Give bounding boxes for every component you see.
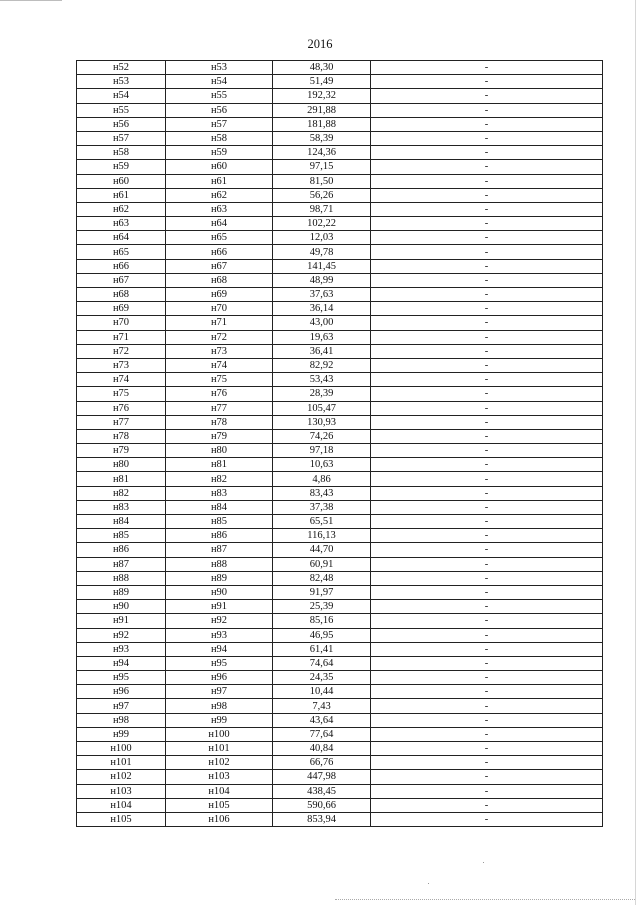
note-cell: - [371,188,603,202]
table-row [77,387,603,401]
note-cell: - [371,75,603,89]
to-point-cell: н61 [166,174,273,188]
length-cell: 58,39 [273,131,371,145]
length-cell: 10,44 [273,685,371,699]
table-row [77,273,603,287]
note-cell: - [371,600,603,614]
to-point-cell: н73 [166,344,273,358]
scan-edge-top [0,0,62,1]
to-point-cell: н55 [166,89,273,103]
to-point-cell: н106 [166,812,273,826]
from-point-cell: н65 [77,245,166,259]
length-cell: 130,93 [273,415,371,429]
length-cell: 77,64 [273,727,371,741]
to-point-cell: н81 [166,458,273,472]
boundary-points-table [76,60,603,827]
length-cell: 65,51 [273,515,371,529]
table-row [77,585,603,599]
to-point-cell: н99 [166,713,273,727]
note-cell: - [371,358,603,372]
note-cell: - [371,628,603,642]
table-row [77,188,603,202]
to-point-cell: н62 [166,188,273,202]
length-cell: 82,48 [273,571,371,585]
to-point-cell: н97 [166,685,273,699]
from-point-cell: н67 [77,273,166,287]
table-row [77,146,603,160]
to-point-cell: н103 [166,770,273,784]
length-cell: 49,78 [273,245,371,259]
length-cell: 91,97 [273,585,371,599]
table-row [77,742,603,756]
from-point-cell: н54 [77,89,166,103]
length-cell: 66,76 [273,756,371,770]
from-point-cell: н83 [77,500,166,514]
table-row [77,458,603,472]
to-point-cell: н88 [166,557,273,571]
table-row [77,727,603,741]
table-row [77,401,603,415]
note-cell: - [371,727,603,741]
note-cell: - [371,571,603,585]
table-row [77,699,603,713]
table-row [77,486,603,500]
length-cell: 97,15 [273,160,371,174]
from-point-cell: н78 [77,429,166,443]
note-cell: - [371,798,603,812]
note-cell: - [371,131,603,145]
from-point-cell: н81 [77,472,166,486]
to-point-cell: н86 [166,529,273,543]
note-cell: - [371,415,603,429]
length-cell: 43,64 [273,713,371,727]
table-row [77,770,603,784]
from-point-cell: н96 [77,685,166,699]
from-point-cell: н93 [77,642,166,656]
to-point-cell: н72 [166,330,273,344]
from-point-cell: н57 [77,131,166,145]
length-cell: 37,38 [273,500,371,514]
from-point-cell: н58 [77,146,166,160]
from-point-cell: н64 [77,231,166,245]
to-point-cell: н63 [166,202,273,216]
table-row [77,812,603,826]
length-cell: 44,70 [273,543,371,557]
note-cell: - [371,217,603,231]
to-point-cell: н101 [166,742,273,756]
table-row [77,685,603,699]
table-row [77,302,603,316]
length-cell: 291,88 [273,103,371,117]
table-row [77,202,603,216]
to-point-cell: н93 [166,628,273,642]
length-cell: 61,41 [273,642,371,656]
table-row [77,344,603,358]
to-point-cell: н77 [166,401,273,415]
note-cell: - [371,373,603,387]
table-row [77,358,603,372]
to-point-cell: н64 [166,217,273,231]
from-point-cell: н94 [77,656,166,670]
table-row [77,217,603,231]
note-cell: - [371,642,603,656]
to-point-cell: н67 [166,259,273,273]
note-cell: - [371,529,603,543]
length-cell: 7,43 [273,699,371,713]
to-point-cell: н56 [166,103,273,117]
note-cell: - [371,713,603,727]
note-cell: - [371,585,603,599]
note-cell: - [371,444,603,458]
table-row [77,75,603,89]
from-point-cell: н75 [77,387,166,401]
table-row [77,316,603,330]
to-point-cell: н104 [166,784,273,798]
table-row [77,415,603,429]
to-point-cell: н87 [166,543,273,557]
from-point-cell: н89 [77,585,166,599]
table-row [77,131,603,145]
from-point-cell: н97 [77,699,166,713]
table-row [77,373,603,387]
length-cell: 51,49 [273,75,371,89]
from-point-cell: н55 [77,103,166,117]
length-cell: 81,50 [273,174,371,188]
note-cell: - [371,671,603,685]
length-cell: 53,43 [273,373,371,387]
note-cell: - [371,146,603,160]
note-cell: - [371,117,603,131]
from-point-cell: н86 [77,543,166,557]
to-point-cell: н57 [166,117,273,131]
table-row [77,160,603,174]
table-row [77,798,603,812]
table-row [77,117,603,131]
table-row [77,557,603,571]
length-cell: 12,03 [273,231,371,245]
length-cell: 60,91 [273,557,371,571]
length-cell: 48,99 [273,273,371,287]
scan-edge-right [635,0,636,905]
note-cell: - [371,231,603,245]
from-point-cell: н105 [77,812,166,826]
from-point-cell: н59 [77,160,166,174]
length-cell: 10,63 [273,458,371,472]
note-cell: - [371,245,603,259]
length-cell: 56,26 [273,188,371,202]
length-cell: 28,39 [273,387,371,401]
from-point-cell: н56 [77,117,166,131]
to-point-cell: н96 [166,671,273,685]
note-cell: - [371,458,603,472]
to-point-cell: н95 [166,656,273,670]
table-row [77,784,603,798]
table-row [77,259,603,273]
to-point-cell: н83 [166,486,273,500]
note-cell: - [371,89,603,103]
to-point-cell: н75 [166,373,273,387]
note-cell: - [371,160,603,174]
table-row [77,614,603,628]
note-cell: - [371,202,603,216]
to-point-cell: н92 [166,614,273,628]
to-point-cell: н66 [166,245,273,259]
note-cell: - [371,302,603,316]
length-cell: 192,32 [273,89,371,103]
table-row [77,61,603,75]
note-cell: - [371,756,603,770]
note-cell: - [371,259,603,273]
from-point-cell: н100 [77,742,166,756]
table-row [77,671,603,685]
to-point-cell: н105 [166,798,273,812]
from-point-cell: н73 [77,358,166,372]
from-point-cell: н82 [77,486,166,500]
note-cell: - [371,387,603,401]
from-point-cell: н88 [77,571,166,585]
length-cell: 40,84 [273,742,371,756]
length-cell: 116,13 [273,529,371,543]
note-cell: - [371,557,603,571]
table-row [77,500,603,514]
table-row [77,515,603,529]
length-cell: 82,92 [273,358,371,372]
to-point-cell: н65 [166,231,273,245]
to-point-cell: н94 [166,642,273,656]
to-point-cell: н71 [166,316,273,330]
table-row [77,656,603,670]
to-point-cell: н59 [166,146,273,160]
from-point-cell: н80 [77,458,166,472]
to-point-cell: н84 [166,500,273,514]
from-point-cell: н91 [77,614,166,628]
note-cell: - [371,656,603,670]
table-row [77,288,603,302]
length-cell: 141,45 [273,259,371,273]
length-cell: 853,94 [273,812,371,826]
note-cell: - [371,742,603,756]
from-point-cell: н79 [77,444,166,458]
from-point-cell: н104 [77,798,166,812]
from-point-cell: н66 [77,259,166,273]
table-row [77,231,603,245]
length-cell: 124,36 [273,146,371,160]
note-cell: - [371,500,603,514]
scan-bottom-rule [335,899,635,900]
note-cell: - [371,344,603,358]
length-cell: 19,63 [273,330,371,344]
from-point-cell: н90 [77,600,166,614]
table-row [77,444,603,458]
from-point-cell: н92 [77,628,166,642]
to-point-cell: н58 [166,131,273,145]
note-cell: - [371,614,603,628]
length-cell: 74,26 [273,429,371,443]
length-cell: 85,16 [273,614,371,628]
from-point-cell: н74 [77,373,166,387]
table-row [77,628,603,642]
to-point-cell: н76 [166,387,273,401]
note-cell: - [371,784,603,798]
to-point-cell: н102 [166,756,273,770]
from-point-cell: н69 [77,302,166,316]
length-cell: 97,18 [273,444,371,458]
from-point-cell: н85 [77,529,166,543]
table-row [77,330,603,344]
table-row [77,174,603,188]
table-row [77,642,603,656]
length-cell: 4,86 [273,472,371,486]
note-cell: - [371,401,603,415]
table-row [77,89,603,103]
to-point-cell: н68 [166,273,273,287]
table-row [77,600,603,614]
to-point-cell: н91 [166,600,273,614]
from-point-cell: н103 [77,784,166,798]
note-cell: - [371,699,603,713]
from-point-cell: н63 [77,217,166,231]
to-point-cell: н70 [166,302,273,316]
from-point-cell: н70 [77,316,166,330]
length-cell: 105,47 [273,401,371,415]
table-row [77,529,603,543]
from-point-cell: н61 [77,188,166,202]
from-point-cell: н87 [77,557,166,571]
from-point-cell: н76 [77,401,166,415]
to-point-cell: н98 [166,699,273,713]
length-cell: 447,98 [273,770,371,784]
length-cell: 590,66 [273,798,371,812]
length-cell: 48,30 [273,61,371,75]
to-point-cell: н53 [166,61,273,75]
length-cell: 43,00 [273,316,371,330]
length-cell: 98,71 [273,202,371,216]
length-cell: 24,35 [273,671,371,685]
to-point-cell: н90 [166,585,273,599]
note-cell: - [371,273,603,287]
note-cell: - [371,543,603,557]
from-point-cell: н101 [77,756,166,770]
from-point-cell: н77 [77,415,166,429]
length-cell: 83,43 [273,486,371,500]
length-cell: 74,64 [273,656,371,670]
to-point-cell: н80 [166,444,273,458]
note-cell: - [371,316,603,330]
note-cell: - [371,685,603,699]
from-point-cell: н72 [77,344,166,358]
note-cell: - [371,770,603,784]
table-row [77,472,603,486]
to-point-cell: н54 [166,75,273,89]
length-cell: 46,95 [273,628,371,642]
from-point-cell: н60 [77,174,166,188]
table-row [77,245,603,259]
from-point-cell: н71 [77,330,166,344]
note-cell: - [371,61,603,75]
table-row [77,756,603,770]
length-cell: 36,14 [273,302,371,316]
to-point-cell: н78 [166,415,273,429]
note-cell: - [371,288,603,302]
note-cell: - [371,486,603,500]
note-cell: - [371,429,603,443]
to-point-cell: н100 [166,727,273,741]
scan-speck [483,862,484,863]
scan-speck [428,883,429,884]
from-point-cell: н68 [77,288,166,302]
from-point-cell: н53 [77,75,166,89]
from-point-cell: н102 [77,770,166,784]
to-point-cell: н69 [166,288,273,302]
table-row [77,103,603,117]
length-cell: 181,88 [273,117,371,131]
table-row [77,429,603,443]
to-point-cell: н60 [166,160,273,174]
table-body [77,61,603,827]
table-row [77,713,603,727]
note-cell: - [371,472,603,486]
to-point-cell: н79 [166,429,273,443]
note-cell: - [371,174,603,188]
length-cell: 102,22 [273,217,371,231]
to-point-cell: н89 [166,571,273,585]
length-cell: 438,45 [273,784,371,798]
to-point-cell: н85 [166,515,273,529]
from-point-cell: н52 [77,61,166,75]
length-cell: 36,41 [273,344,371,358]
length-cell: 25,39 [273,600,371,614]
note-cell: - [371,330,603,344]
table-row [77,571,603,585]
to-point-cell: н82 [166,472,273,486]
table-row [77,543,603,557]
from-point-cell: н99 [77,727,166,741]
note-cell: - [371,103,603,117]
note-cell: - [371,515,603,529]
note-cell: - [371,812,603,826]
from-point-cell: н95 [77,671,166,685]
length-cell: 37,63 [273,288,371,302]
from-point-cell: н98 [77,713,166,727]
from-point-cell: н84 [77,515,166,529]
to-point-cell: н74 [166,358,273,372]
from-point-cell: н62 [77,202,166,216]
page-number: 2016 [307,37,333,51]
